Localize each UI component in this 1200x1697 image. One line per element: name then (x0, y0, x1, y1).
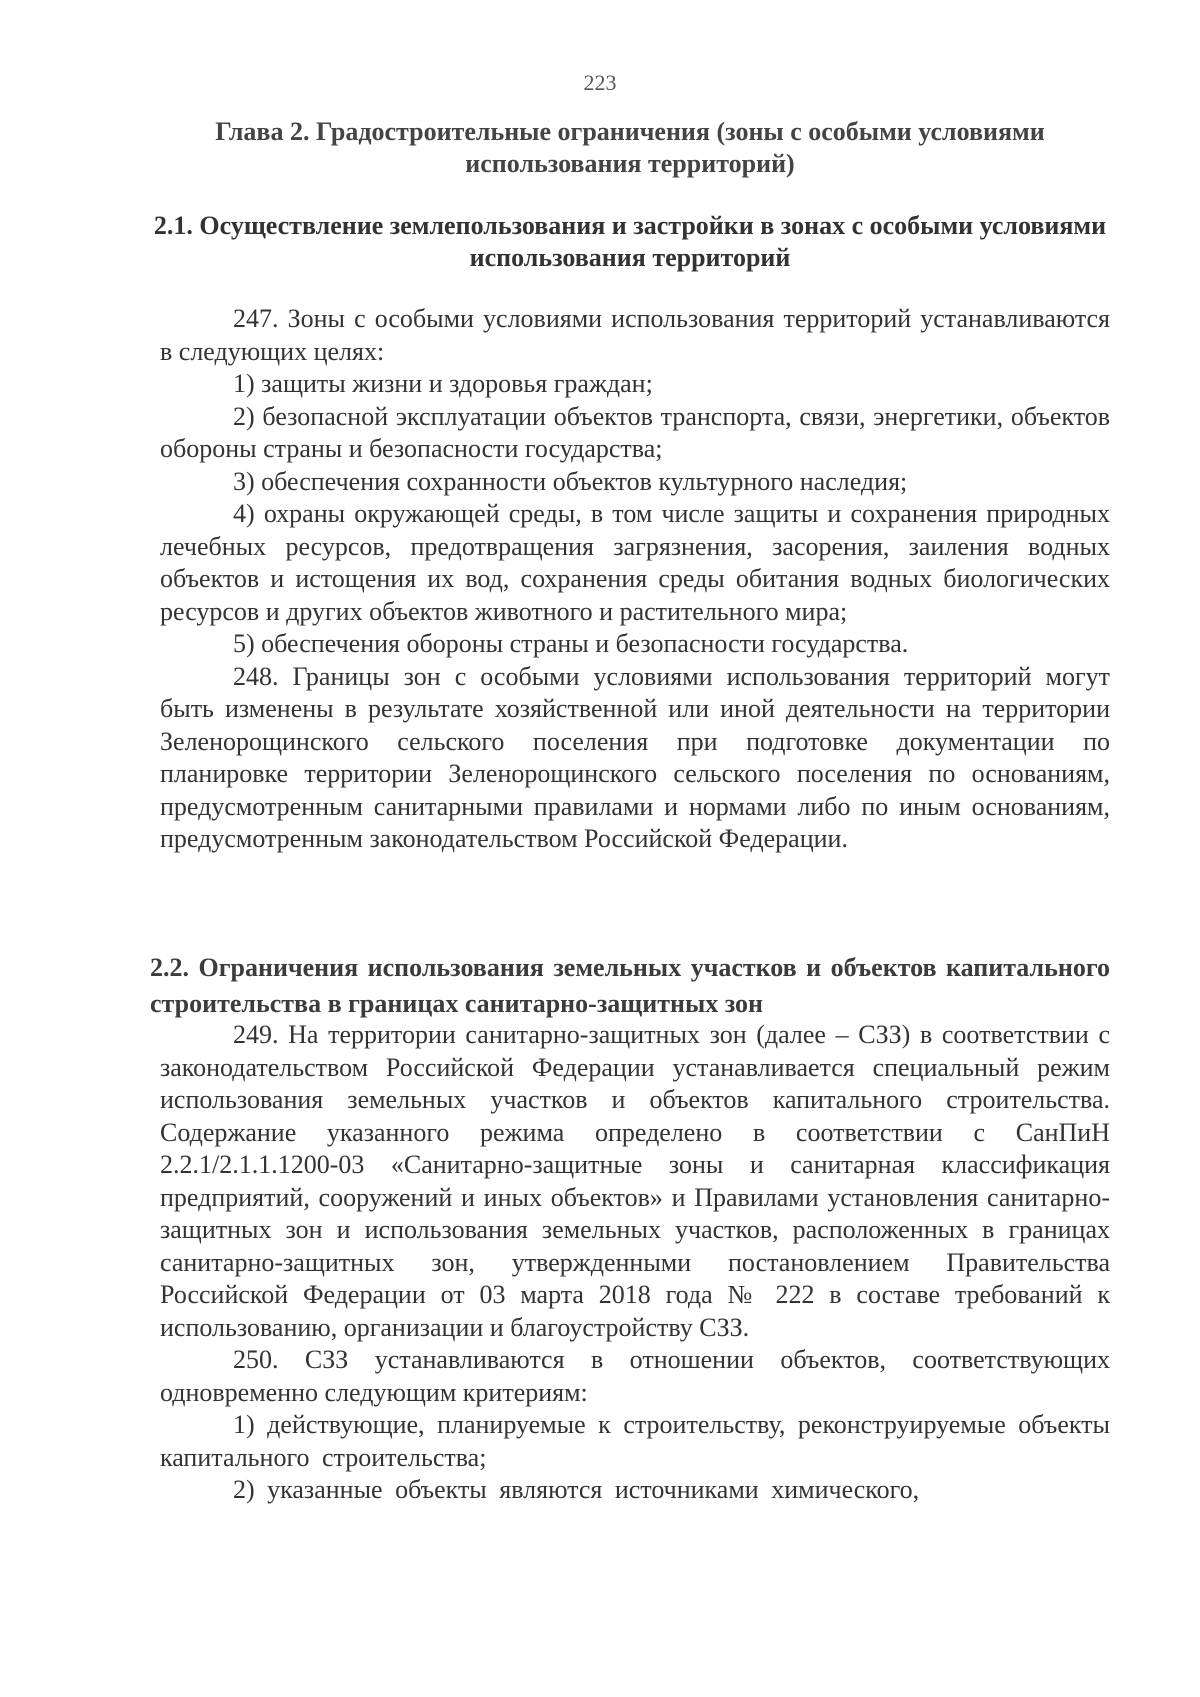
list-item-1: 1) защиты жизни и здоровья граждан; (233, 369, 653, 398)
list-item-3: 3) обеспечения сохранности объектов культурного наследия; (233, 466, 908, 496)
paragraph-248: 248. Границы зон с особыми условиями использования территорий могут быть изменены в результате хозяйственной или иной деятельности на территории Зеленорощинского сельского поселения при подготовке документации по планировке территории Зеленорощинского сельского поселения по основаниям, предусмотренным санитарными правилами и нормами либо по иным основаниям, предусмотренным законодательством Российской Федерации. (160, 661, 1110, 853)
section-title-2-2: 2.2. Ограничения использования земельных участков и объектов капитального строительства в границах санитарно-защитных зон (150, 953, 1110, 1018)
paragraph-249: 249. На территории санитарно-защитных зон (далее – СЗЗ) в соответствии с законодательством Российской Федерации устанавливается специальный режим использования земельных участков и объектов капитального строительства. Содержание указанного режима определено в соответствии с СанПиН 2.2.1/2.1.1.1200-03 «Санитарно-защитные зоны и санитарная классификация предприятий, сооружений и иных объектов» и Правилами установления санитарно-защитных зон и использования земельных участков, расположенных в границах санитарно-защитных зон, утвержденными постановлением Правительства Российской Федерации от 03 марта 2018 года № 222 в составе требований к использованию, организации и благоустройству СЗЗ. (160, 1020, 1110, 1342)
section-title-2-1: 2.1. Осуществление землепользования и застройки в зонах с особыми условиями использования территорий (153, 211, 1107, 272)
page-number: 223 (583, 70, 617, 95)
list-item-4: 4) охраны окружающей среды, в том числе защиты и сохранения природных лечебных ресурсов, предотвращения загрязнения, засорения, заиления водных объектов и истощения их вод, сохранения среды обитания водных биологических ресурсов и других объектов животного и растительного мира; (160, 499, 1110, 626)
section-2-2-body (160, 1019, 1110, 1507)
list-item-2: 2) безопасной эксплуатации объектов транспорта, связи, энергетики, объектов обороны страны и безопасности государства; (160, 401, 1110, 463)
criteria-item-1: 1) действующие, планируемые к строительству, реконструируемые объекты капитального строительства; (160, 1410, 1110, 1472)
list-item-5: 5) обеспечения обороны страны и безопасности государства. (233, 629, 909, 658)
chapter-title: Глава 2. Градостроительные ограничения (зоны с особыми условиями использования территорий) (215, 117, 1045, 178)
paragraph-247: 247. Зоны с особыми условиями использования территорий устанавливаются в следующих целях: (160, 304, 1110, 366)
paragraph-250: 250. СЗЗ устанавливаются в отношении объектов, соответствующих одновременно следующим критериям: (160, 1345, 1110, 1407)
section-2-1-body (160, 303, 1110, 856)
criteria-item-2: 2) указанные объекты являются источниками химического, (233, 1475, 920, 1504)
